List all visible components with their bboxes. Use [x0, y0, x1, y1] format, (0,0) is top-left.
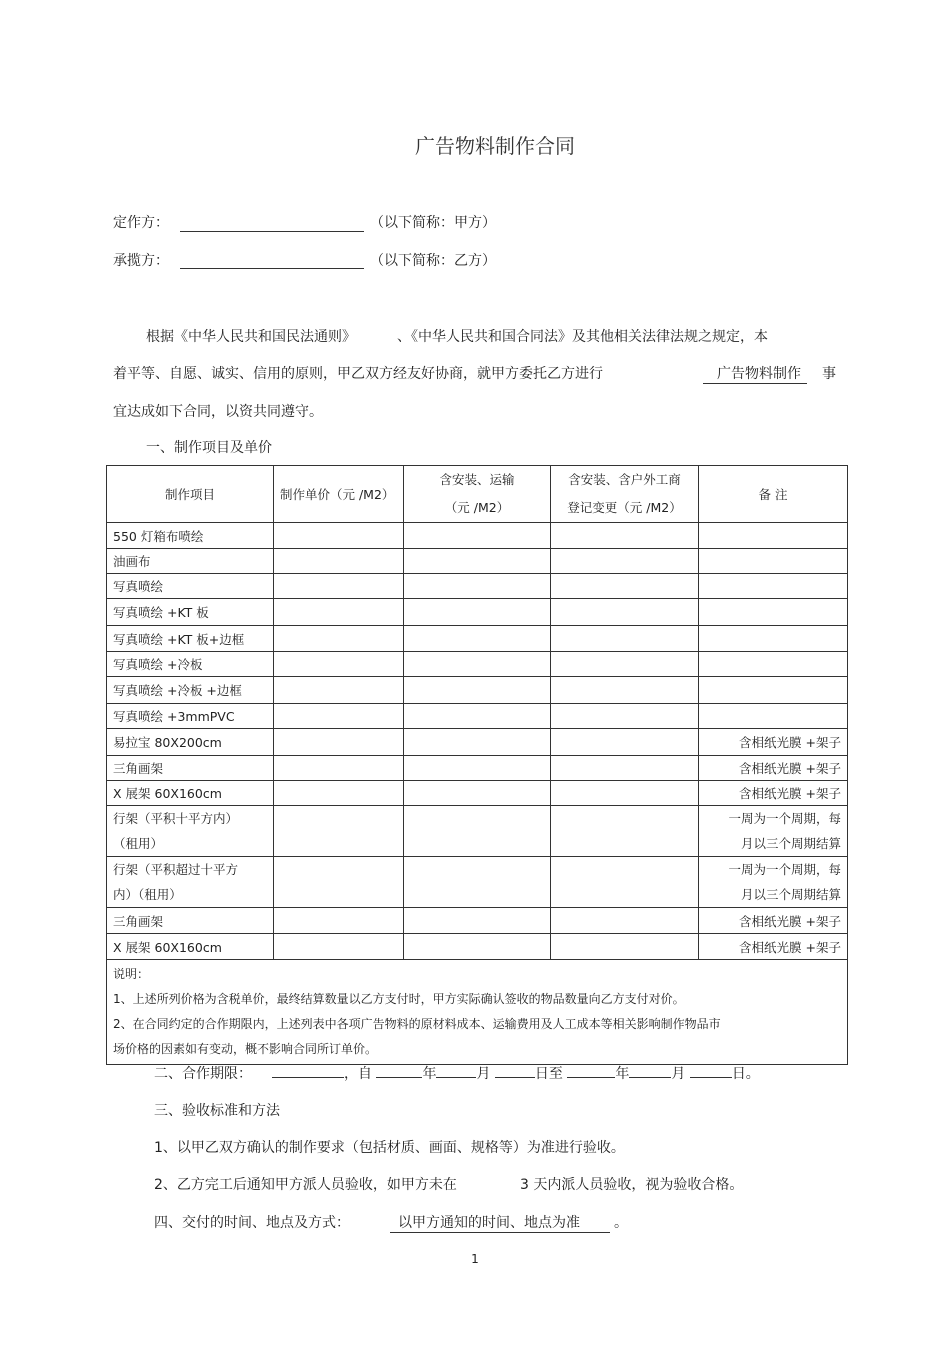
- start-year-field[interactable]: [376, 1063, 422, 1078]
- party-b-field[interactable]: [180, 267, 364, 269]
- row-item: 550 灯箱布喷绘: [107, 523, 274, 549]
- row-item: 写真喷绘 +冷板 +边框: [107, 677, 274, 704]
- registration-price-cell[interactable]: [551, 806, 699, 857]
- intro-line2b: 事: [822, 366, 836, 382]
- registration-price-cell[interactable]: [551, 626, 699, 652]
- table-row: [107, 704, 848, 729]
- row-item: 三角画架: [107, 756, 274, 781]
- row-note: 含相纸光膜 +架子: [699, 729, 848, 756]
- start-day-label: 日至: [534, 1066, 563, 1082]
- install-price-cell[interactable]: [404, 704, 551, 729]
- section3-item2a: 2、乙方完工后通知甲方派人员验收，如甲方未在: [154, 1177, 457, 1193]
- unit-price-cell[interactable]: [274, 549, 404, 574]
- header-col4-b: 登记变更（元 /M2）: [567, 500, 682, 515]
- unit-price-cell[interactable]: [274, 574, 404, 599]
- registration-price-cell[interactable]: [551, 599, 699, 626]
- note-1: 1、上述所列价格为含税单价，最终结算数量以乙方支付时，甲方实际确认签收的物品数量向乙方支付对价。: [113, 992, 685, 1006]
- registration-price-cell[interactable]: [551, 652, 699, 677]
- row-note-line2: 月以三个周期结算: [740, 836, 841, 851]
- page-number: 1: [471, 1252, 479, 1266]
- section4-fill-field: [390, 1212, 628, 1233]
- party-a-field[interactable]: [180, 230, 364, 232]
- unit-price-cell[interactable]: [274, 806, 404, 857]
- unit-price-cell[interactable]: [274, 626, 404, 652]
- row-note: 含相纸光膜 +架子: [699, 934, 848, 960]
- section2-from: ，自: [344, 1066, 372, 1082]
- intro-line3: 宜达成如下合同，以资共同遵守。: [113, 404, 323, 420]
- install-price-cell[interactable]: [404, 549, 551, 574]
- document-title: 广告物料制作合同: [415, 134, 575, 158]
- row-note-line2: 月以三个周期结算: [740, 887, 841, 902]
- row-note: 含相纸光膜 +架子: [699, 781, 848, 806]
- install-price-cell[interactable]: [404, 599, 551, 626]
- install-price-cell[interactable]: [404, 523, 551, 549]
- notes-row: [107, 960, 848, 1065]
- table-row: [107, 934, 848, 960]
- install-price-cell[interactable]: [404, 908, 551, 934]
- install-price-cell[interactable]: [404, 729, 551, 756]
- section1-title: 一、制作项目及单价: [146, 440, 272, 456]
- unit-price-cell[interactable]: [274, 677, 404, 704]
- intro-line1a: 根据《中华人民共和国民法通则》: [146, 329, 356, 345]
- unit-price-cell[interactable]: [274, 704, 404, 729]
- party-a-suffix: （以下简称：甲方）: [370, 215, 496, 231]
- registration-price-cell[interactable]: [551, 857, 699, 908]
- table-row: [107, 626, 848, 652]
- row-note-line1: 一周为一个周期，每: [728, 862, 841, 877]
- term-field[interactable]: [272, 1063, 344, 1078]
- table-row: [107, 677, 848, 704]
- section2-line: [154, 1063, 760, 1083]
- header-unit-price: 制作单价（元 /M2）: [274, 466, 404, 523]
- row-item: [107, 806, 274, 857]
- registration-price-cell[interactable]: [551, 908, 699, 934]
- row-item: 写真喷绘: [107, 574, 274, 599]
- row-item: 写真喷绘 +3mmPVC: [107, 704, 274, 729]
- end-year-field[interactable]: [567, 1063, 615, 1078]
- row-item: 写真喷绘 +KT 板+边框: [107, 626, 274, 652]
- items-table: [106, 465, 848, 1065]
- registration-price-cell[interactable]: [551, 523, 699, 549]
- row-item: 写真喷绘 +KT 板: [107, 599, 274, 626]
- registration-price-cell[interactable]: [551, 549, 699, 574]
- row-note: [699, 652, 848, 677]
- table-row: [107, 806, 848, 857]
- unit-price-cell[interactable]: [274, 729, 404, 756]
- row-note: [699, 857, 848, 908]
- header-col3-a: 含安装、运输: [439, 472, 515, 487]
- row-note: [699, 677, 848, 704]
- row-note: [699, 574, 848, 599]
- start-day-field[interactable]: [495, 1063, 535, 1078]
- row-note: [699, 626, 848, 652]
- party-b-label: 承揽方：: [113, 253, 169, 269]
- start-month-label: 月: [476, 1066, 491, 1082]
- install-price-cell[interactable]: [404, 934, 551, 960]
- row-item-line2: （租用）: [113, 836, 164, 851]
- end-month-field[interactable]: [629, 1063, 671, 1078]
- section4-fill: 以甲方通知的时间、地点为准: [390, 1212, 610, 1233]
- table-row: [107, 549, 848, 574]
- table-row: [107, 599, 848, 626]
- unit-price-cell[interactable]: [274, 523, 404, 549]
- section3-title: 三、验收标准和方法: [154, 1103, 280, 1119]
- end-day-label: 日。: [731, 1066, 760, 1082]
- note-2b: 场价格的因素如有变动，概不影响合同所订单价。: [113, 1042, 378, 1056]
- row-note-line1: 一周为一个周期，每: [728, 811, 841, 826]
- end-month-label: 月: [671, 1066, 686, 1082]
- install-price-cell[interactable]: [404, 652, 551, 677]
- section4-end: 。: [614, 1215, 628, 1231]
- install-price-cell[interactable]: [404, 677, 551, 704]
- row-item: 写真喷绘 +冷板: [107, 652, 274, 677]
- header-col4-a: 含安装、含户外工商: [568, 472, 681, 487]
- notes-title: 说明：: [113, 967, 150, 981]
- row-item: 易拉宝 80X200cm: [107, 729, 274, 756]
- registration-price-cell[interactable]: [551, 756, 699, 781]
- header-col3-b: （元 /M2）: [444, 500, 510, 515]
- row-note: 含相纸光膜 +架子: [699, 756, 848, 781]
- intro-line2a: 着平等、自愿、诚实、信用的原则，甲乙双方经友好协商，就甲方委托乙方进行: [113, 366, 603, 382]
- intro-line1b: 、《中华人民共和国合同法》及其他相关法律法规之规定，本: [397, 329, 768, 345]
- registration-price-cell[interactable]: [551, 781, 699, 806]
- row-item-line2: 内）（租用）: [113, 887, 182, 902]
- unit-price-cell[interactable]: [274, 934, 404, 960]
- row-note: 含相纸光膜 +架子: [699, 908, 848, 934]
- registration-price-cell[interactable]: [551, 574, 699, 599]
- unit-price-cell[interactable]: [274, 781, 404, 806]
- row-item: [107, 857, 274, 908]
- row-note: [699, 806, 848, 857]
- row-item: X 展架 60X160cm: [107, 934, 274, 960]
- header-install-registration: [551, 466, 699, 523]
- intro-fill-field: [703, 363, 807, 384]
- header-item: 制作项目: [107, 466, 274, 523]
- table-row: [107, 857, 848, 908]
- header-note: 备 注: [699, 466, 848, 523]
- row-item-line1: 行架（平积超过十平方: [113, 862, 239, 877]
- table-row: [107, 523, 848, 549]
- start-year-label: 年: [422, 1066, 437, 1082]
- end-day-field[interactable]: [690, 1063, 732, 1078]
- registration-price-cell[interactable]: [551, 704, 699, 729]
- install-price-cell[interactable]: [404, 781, 551, 806]
- party-a-label: 定作方：: [113, 215, 169, 231]
- unit-price-cell[interactable]: [274, 756, 404, 781]
- header-install-transport: [404, 466, 551, 523]
- unit-price-cell[interactable]: [274, 857, 404, 908]
- install-price-cell[interactable]: [404, 857, 551, 908]
- table-row: [107, 781, 848, 806]
- install-price-cell[interactable]: [404, 574, 551, 599]
- row-note: [699, 599, 848, 626]
- registration-price-cell[interactable]: [551, 729, 699, 756]
- row-item: 油画布: [107, 549, 274, 574]
- row-item-line1: 行架（平积十平方内）: [113, 811, 239, 826]
- section3-item1: 1、以甲乙双方确认的制作要求（包括材质、画面、规格等）为准进行验收。: [154, 1140, 625, 1156]
- section4-label: 四、交付的时间、地点及方式：: [154, 1215, 350, 1231]
- section3-item2b: 3 天内派人员验收，视为验收合格。: [520, 1177, 744, 1193]
- table-row: [107, 652, 848, 677]
- intro-line2-fill: 广告物料制作: [703, 363, 807, 384]
- table-notes: [107, 960, 848, 1065]
- row-note: [699, 523, 848, 549]
- table-row: [107, 574, 848, 599]
- row-note: [699, 549, 848, 574]
- end-year-label: 年: [615, 1066, 630, 1082]
- table-row: [107, 908, 848, 934]
- row-item: 三角画架: [107, 908, 274, 934]
- registration-price-cell[interactable]: [551, 934, 699, 960]
- table-row: [107, 756, 848, 781]
- row-item: X 展架 60X160cm: [107, 781, 274, 806]
- party-b-suffix: （以下简称：乙方）: [370, 253, 496, 269]
- note-2a: 2、在合同约定的合作期限内，上述列表中各项广告物料的原材料成本、运输费用及人工成本等相关影响制作物品市: [113, 1017, 721, 1031]
- row-note: [699, 704, 848, 729]
- table-row: [107, 729, 848, 756]
- table-header-row: [107, 466, 848, 523]
- unit-price-cell[interactable]: [274, 599, 404, 626]
- install-price-cell[interactable]: [404, 626, 551, 652]
- start-month-field[interactable]: [436, 1063, 476, 1078]
- registration-price-cell[interactable]: [551, 677, 699, 704]
- unit-price-cell[interactable]: [274, 652, 404, 677]
- install-price-cell[interactable]: [404, 806, 551, 857]
- unit-price-cell[interactable]: [274, 908, 404, 934]
- section2-label: 二、合作期限：: [154, 1066, 252, 1082]
- install-price-cell[interactable]: [404, 756, 551, 781]
